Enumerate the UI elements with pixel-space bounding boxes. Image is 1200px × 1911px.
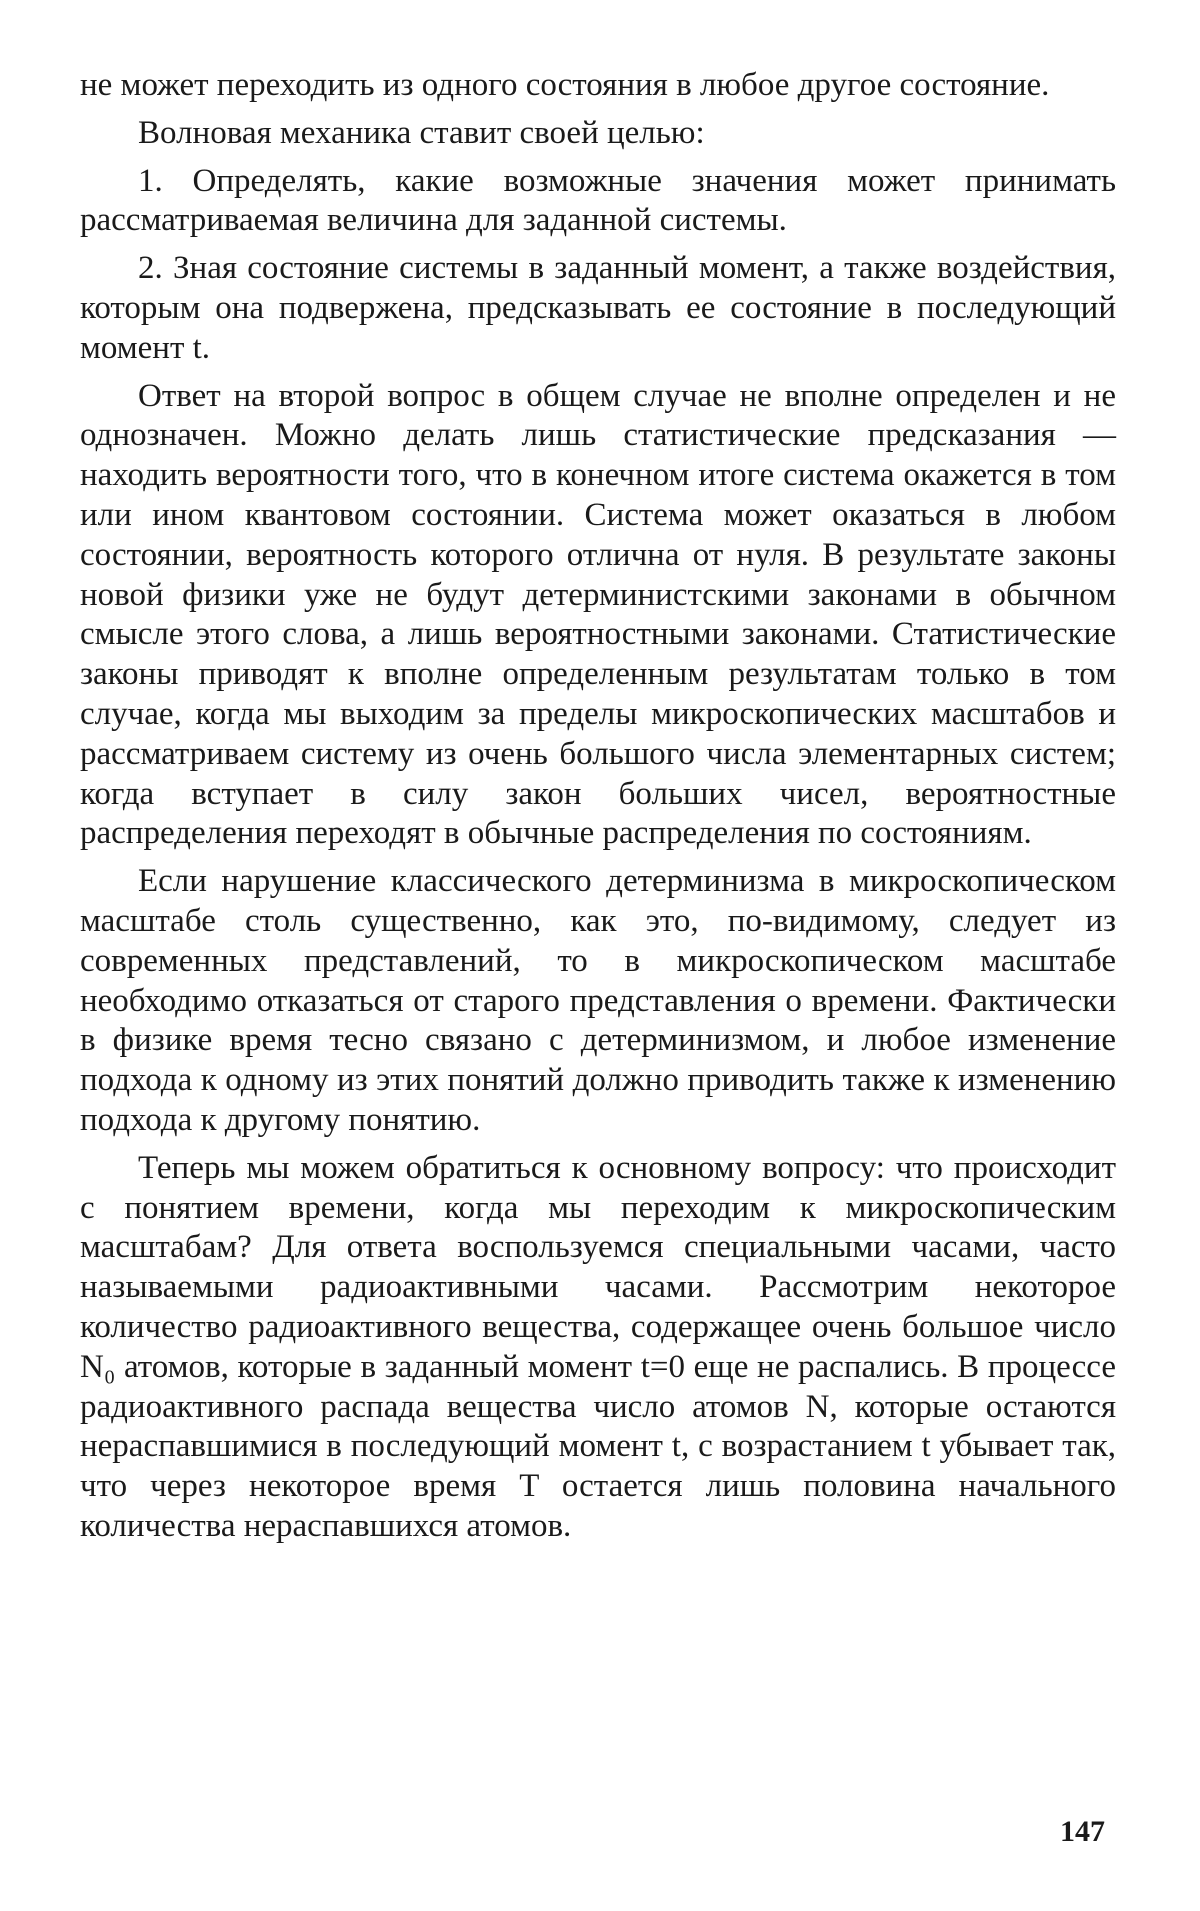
page-body bbox=[80, 66, 1116, 1555]
paragraph-answer: Ответ на второй вопрос в общем случае не вполне определен и не однозначен. Можно делать лишь статистические предсказания — находить вероятности того, что в конечном итоге система окажется в том или ином квантовом состоянии. Система может оказаться в любом состоянии, вероятность которого отлична от нуля. В результате законы новой физики уже не будут детерминистскими законами в обычном смысле этого слова, а лишь вероятностными законами. Статистические законы приводят к вполне определенным результатам только в том случае, когда мы выходим за пределы микроскопических масштабов и рассматриваем систему из очень большого числа элементарных систем; когда вступает в силу закон больших чисел, вероятностные распределения переходят в обычные распределения по состояниям. bbox=[80, 377, 1116, 852]
paragraph-goal-1: 1. Определять, какие возможные значения может принимать рассматриваемая величина для заданной системы. bbox=[80, 162, 1116, 239]
paragraph-goal-2: 2. Зная состояние системы в заданный момент, а также воздействия, которым она подвержена, предсказывать ее состояние в последующий момент t. bbox=[80, 250, 1116, 366]
paragraph-continuation: не может переходить из одного состояния в любое другое состояние. bbox=[80, 67, 1050, 103]
paragraph-determinism: Если нарушение классического детерминизма в микроскопическом масштабе столь существенно, как это, по-видимому, следует из современных представлений, то в микроскопическом масштабе необходимо отказаться от старого представления о времени. Фактически в физике время тесно связано с детерминизмом, и любое изменение подхода к одному из этих понятий должно приводить также к изменению подхода к другому понятию. bbox=[80, 863, 1116, 1138]
paragraph-goals-intro: Волновая механика ставит своей целью: bbox=[138, 114, 705, 151]
paragraph-radioactive-clock: Теперь мы можем обратиться к основному вопросу: что происходит с понятием времени, когда мы переходим к микроскопическим масштабам? Для ответа воспользуемся специальными часами, часто называемыми радиоактивными часами. Рассмотрим некоторое количество радиоактивного вещества, содержащее очень большое число N₀ атомов, которые в заданный момент t=0 еще не распались. В процессе радиоактивного распада вещества число атомов N, которые остаются нераспавшимися в последующий момент t, с возрастанием t убывает так, что через некоторое время T остается лишь половина начального количества нераспавшихся атомов. bbox=[80, 1149, 1116, 1544]
page-number: 147 bbox=[1060, 1815, 1105, 1848]
